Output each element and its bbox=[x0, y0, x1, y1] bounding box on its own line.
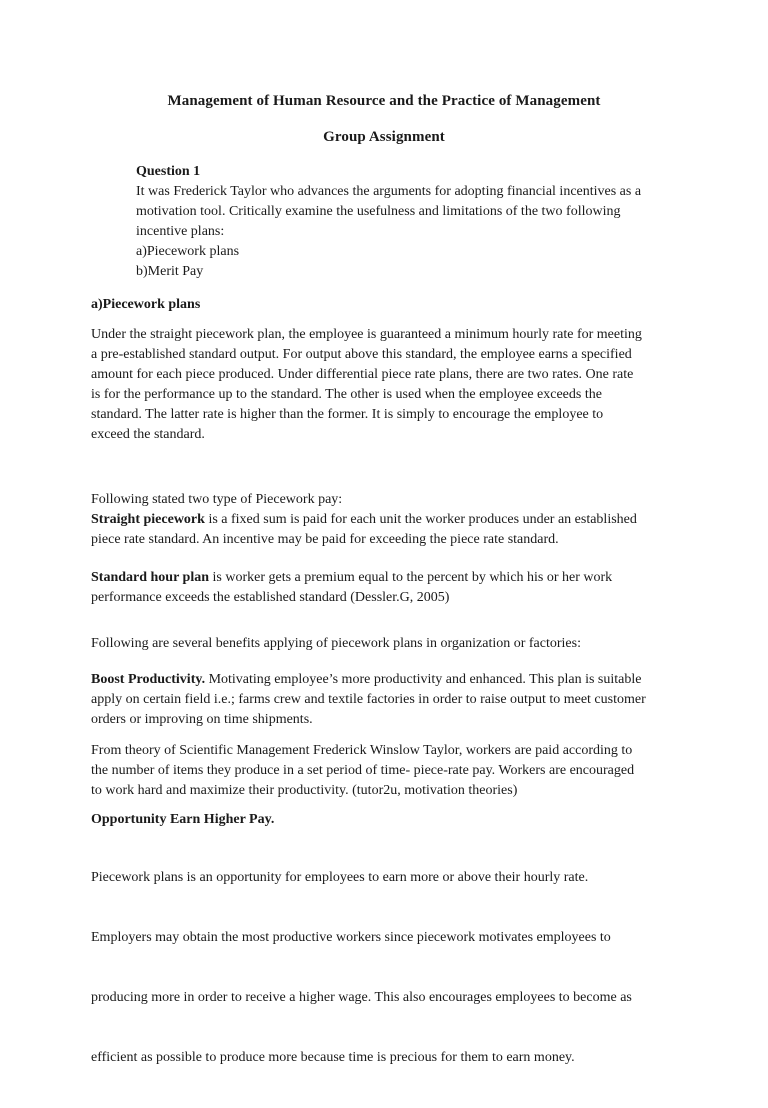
paragraph-line: standard. The latter rate is higher than the former. It is simply to encourage the employee to bbox=[91, 407, 604, 422]
piecework-paragraph bbox=[91, 325, 691, 445]
paragraph-line: Under the straight piecework plan, the employee is guaranteed a minimum hourly rate for meeting bbox=[91, 327, 642, 342]
question-line: It was Frederick Taylor who advances the arguments for adopting financial incentives as a bbox=[136, 184, 642, 199]
standard-hour-paragraph bbox=[91, 568, 691, 608]
question-line: a)Piecework plans bbox=[136, 244, 240, 259]
standard-hour-text: is worker gets a premium equal to the percent by which his or her work bbox=[209, 570, 613, 585]
opportunity-paragraph bbox=[91, 828, 691, 1108]
paragraph-line: producing more in order to receive a higher wage. This also encourages employees to become as bbox=[91, 990, 632, 1005]
straight-piecework-term: Straight piecework bbox=[91, 512, 205, 527]
paragraph-line bbox=[91, 568, 691, 588]
paragraph-line: a pre-established standard output. For output above this standard, the employee earns a specified bbox=[91, 347, 632, 362]
question-line: incentive plans: bbox=[136, 224, 225, 239]
section-a-heading: a)Piecework plans bbox=[91, 297, 201, 312]
straight-piecework-text: is a fixed sum is paid for each unit the worker produces under an established bbox=[204, 512, 637, 527]
question-heading: Question 1 bbox=[136, 164, 201, 179]
paragraph-line: exceed the standard. bbox=[91, 427, 205, 442]
paragraph-line: Employers may obtain the most productive workers since piecework motivates employees to bbox=[91, 930, 611, 945]
document-title: Management of Human Resource and the Practice of Management bbox=[167, 93, 601, 109]
boost-productivity-text: Motivating employee’s more productivity and enhanced. This plan is suitable bbox=[205, 672, 642, 687]
straight-piecework-paragraph bbox=[91, 510, 691, 550]
paragraph-line: the number of items they produce in a set period of time- piece-rate pay. Workers are encouraged bbox=[91, 763, 635, 778]
paragraph-line: Piecework plans is an opportunity for employees to earn more or above their hourly rate. bbox=[91, 870, 589, 885]
question-block bbox=[136, 162, 696, 282]
question-line: b)Merit Pay bbox=[136, 264, 204, 279]
paragraph-line: to work hard and maximize their productivity. (tutor2u, motivation theories) bbox=[91, 783, 518, 798]
paragraph-line: From theory of Scientific Management Frederick Winslow Taylor, workers are paid according to bbox=[91, 743, 633, 758]
taylor-paragraph bbox=[91, 741, 691, 801]
opportunity-heading: Opportunity Earn Higher Pay. bbox=[91, 812, 275, 827]
document-subtitle: Group Assignment bbox=[323, 129, 445, 145]
types-intro: Following stated two type of Piecework pay: bbox=[91, 492, 343, 507]
paragraph-line: performance exceeds the established standard (Dessler.G, 2005) bbox=[91, 590, 450, 605]
paragraph-line: orders or improving on time shipments. bbox=[91, 712, 313, 727]
paragraph-line: piece rate standard. An incentive may be paid for exceeding the piece rate standard. bbox=[91, 532, 559, 547]
question-line: motivation tool. Critically examine the usefulness and limitations of the two following bbox=[136, 204, 621, 219]
boost-productivity-term: Boost Productivity. bbox=[91, 672, 206, 687]
paragraph-line: is for the performance up to the standard. The other is used when the employee exceeds the bbox=[91, 387, 602, 402]
standard-hour-term: Standard hour plan bbox=[91, 570, 210, 585]
paragraph-line bbox=[91, 510, 691, 530]
boost-productivity-paragraph bbox=[91, 670, 691, 730]
paragraph-line: apply on certain field i.e.; farms crew and textile factories in order to raise output to meet customer bbox=[91, 692, 646, 707]
benefits-intro: Following are several benefits applying of piecework plans in organization or factories: bbox=[91, 636, 581, 651]
paragraph-line: amount for each piece produced. Under differential piece rate plans, there are two rates. One rate bbox=[91, 367, 634, 382]
paragraph-line: efficient as possible to produce more because time is precious for them to earn money. bbox=[91, 1050, 575, 1065]
paragraph-line bbox=[91, 670, 691, 690]
